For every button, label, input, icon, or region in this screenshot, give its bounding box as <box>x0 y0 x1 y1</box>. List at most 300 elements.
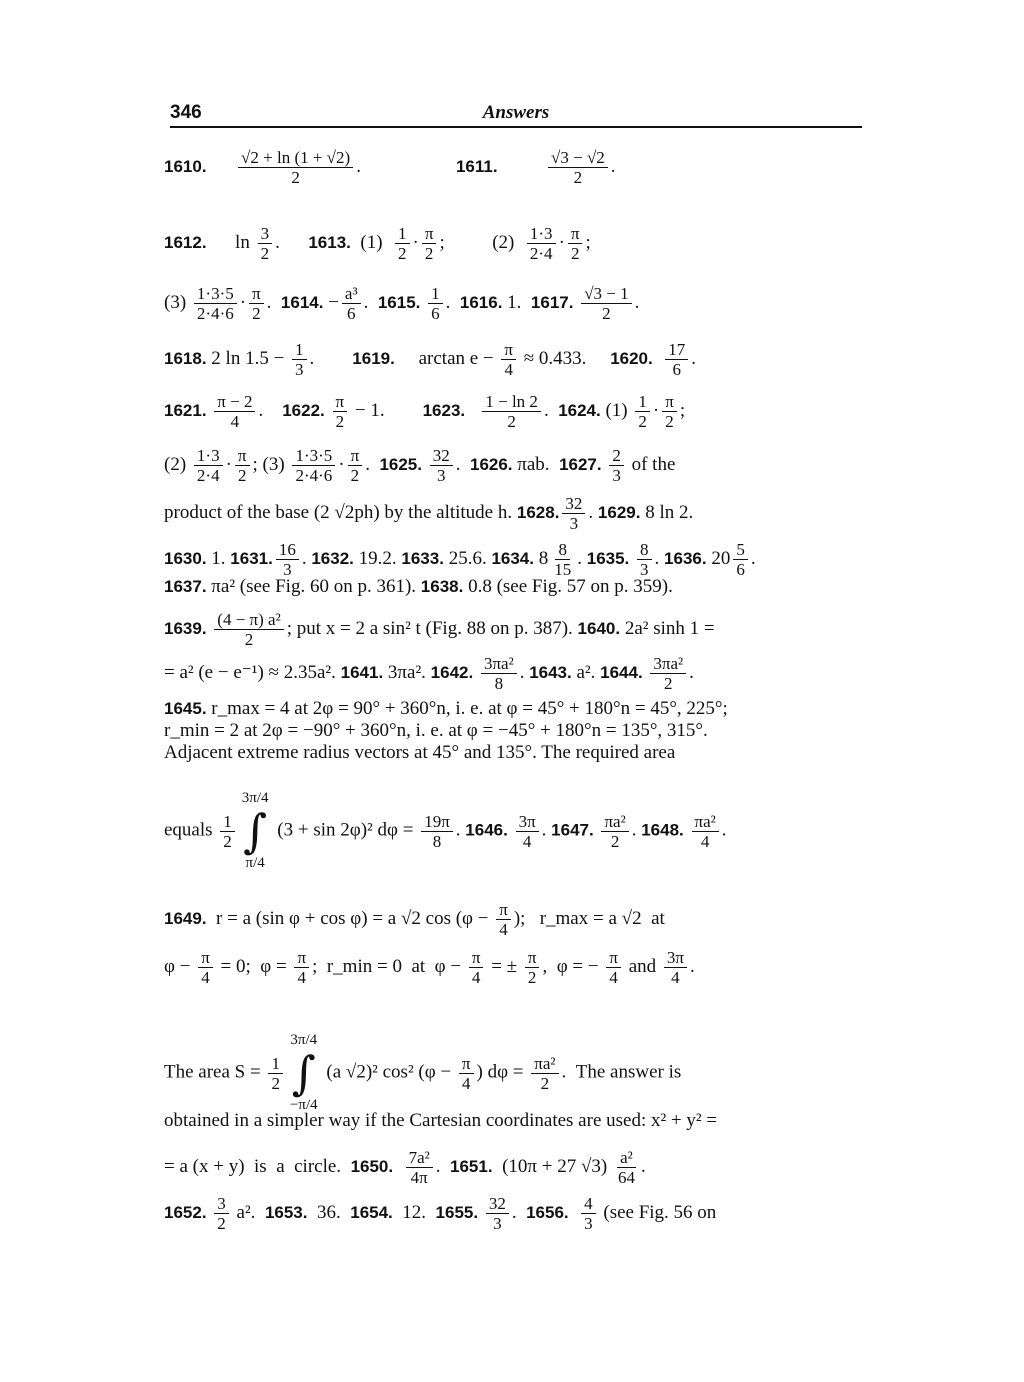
fraction <box>692 812 719 851</box>
numerator: π <box>606 948 621 968</box>
numerator: (4 − π) a² <box>214 610 283 630</box>
denominator: 6 <box>736 560 745 579</box>
numerator: π <box>333 392 348 412</box>
problem-number: 1627. <box>559 454 602 474</box>
problem-number: 1646. <box>465 820 508 840</box>
fraction <box>665 340 688 379</box>
numerator: 3π <box>664 948 687 968</box>
answer-text: = a² (e − e⁻¹) ≈ 2.35a². <box>164 661 341 683</box>
problem-number: 1613. <box>308 232 351 252</box>
problem-number: 1653. <box>264 1202 308 1222</box>
denominator: 2 <box>217 1214 226 1233</box>
answer-text: ; (3) <box>252 453 290 475</box>
answer-text: 8 <box>533 547 549 569</box>
numerator: 1 <box>268 1054 283 1074</box>
answer-text: · <box>338 453 345 475</box>
numerator: 5 <box>733 540 748 560</box>
denominator: 4 <box>700 831 710 851</box>
denominator: 2 <box>350 466 360 485</box>
answer-text: . <box>435 1155 451 1177</box>
answer-text: equals <box>164 819 218 841</box>
answer-text: = ± <box>486 955 522 977</box>
answer-text: 19.2. <box>353 547 402 569</box>
fraction <box>664 948 687 987</box>
numerator: √2 + ln (1 + √2) <box>238 148 353 168</box>
denominator: 2 <box>237 466 247 485</box>
numerator: 3π <box>516 812 539 832</box>
problem-number: 1621. <box>164 400 207 420</box>
fraction <box>406 1148 433 1187</box>
denominator: 3 <box>612 466 621 485</box>
answer-text: a². <box>571 661 601 683</box>
fraction <box>581 284 631 323</box>
integral <box>242 790 269 872</box>
fraction <box>214 1194 229 1233</box>
denominator: 6 <box>431 304 440 323</box>
numerator: π <box>459 1054 474 1074</box>
answer-text: of the <box>626 453 676 475</box>
fraction <box>238 148 353 187</box>
denominator: 2 <box>664 674 673 693</box>
numerator: 1 <box>635 392 650 412</box>
fraction <box>459 1054 474 1093</box>
problem-number: 1610. <box>164 156 207 176</box>
fraction <box>421 812 453 851</box>
problem-number: 1644. <box>600 662 643 682</box>
numerator: √3 − √2 <box>548 148 608 168</box>
answer-text: ; (2) <box>439 231 524 253</box>
answer-text: (see Fig. 56 on <box>598 1201 717 1223</box>
answer-text: . <box>689 955 695 977</box>
fraction <box>525 948 540 987</box>
answer-text: πab. <box>512 453 560 475</box>
answer-text: . <box>543 399 559 421</box>
problem-number: 1650. <box>350 1156 394 1176</box>
answer-text: The area S = <box>164 1061 266 1083</box>
denominator: 2 <box>602 304 611 323</box>
answer-text: (1) <box>600 399 633 421</box>
answer-text: , φ = − <box>542 955 604 977</box>
problem-number: 1652. <box>164 1202 207 1222</box>
answer-text: 36. <box>307 1201 351 1223</box>
denominator: 2 <box>610 831 620 851</box>
fraction <box>516 812 539 851</box>
answer-text: ; r_min = 0 at φ − <box>312 955 466 977</box>
problem-number: 1620. <box>610 348 653 368</box>
text-line <box>164 284 864 323</box>
problem-number: 1622. <box>282 400 325 420</box>
text-line <box>164 340 864 379</box>
text-line <box>164 1194 864 1233</box>
problem-number: 1643. <box>529 662 572 682</box>
answer-text <box>207 156 236 177</box>
answer-text: (a √2)² cos² (φ − <box>321 1061 456 1083</box>
answer-text: − 1. <box>350 399 423 421</box>
answer-text: ; <box>679 399 686 421</box>
answer-text: . <box>511 1201 527 1223</box>
fraction <box>548 148 608 187</box>
fraction <box>531 1054 558 1093</box>
numerator: 4 <box>581 1194 596 1214</box>
numerator: 32 <box>486 1194 509 1214</box>
problem-number: 1633. <box>401 548 444 568</box>
denominator: 2 <box>244 630 254 649</box>
denominator: 2 <box>260 244 270 263</box>
denominator: 3 <box>584 1214 593 1233</box>
fraction <box>486 1194 509 1233</box>
answer-text: . <box>455 819 466 841</box>
answer-text: 3πa². <box>383 661 431 683</box>
answer-text <box>478 1202 483 1223</box>
problem-number: 1642. <box>430 662 474 682</box>
answer-text: (10π + 27 √3) <box>492 1155 612 1177</box>
answer-text: ) dφ = <box>476 1061 529 1083</box>
denominator: 2·4 <box>529 244 553 263</box>
answer-text: · <box>412 231 419 253</box>
integral <box>290 1032 318 1114</box>
denominator: 6 <box>672 360 681 379</box>
problem-number: 1638. <box>420 577 464 596</box>
numerator: π <box>469 948 484 968</box>
upper-limit: 3π/4 <box>290 1032 318 1048</box>
problem-number: 1628. <box>516 502 560 522</box>
problem-number: 1640. <box>577 618 621 638</box>
denominator: 4 <box>461 1073 471 1093</box>
answer-text: . <box>356 155 456 177</box>
fraction <box>562 494 585 533</box>
answer-text <box>325 400 330 421</box>
answer-text: . <box>577 547 587 569</box>
answer-text: 1. <box>206 547 231 569</box>
problem-number: 1647. <box>551 820 594 840</box>
denominator: 3 <box>493 1214 502 1233</box>
numerator: a³ <box>342 284 361 304</box>
numerator: 8 <box>555 540 570 560</box>
answer-text <box>643 662 648 683</box>
numerator: π <box>348 446 363 466</box>
answer-text <box>207 618 212 639</box>
fraction <box>469 948 484 987</box>
text-line <box>164 148 864 187</box>
answer-text: . The answer is <box>561 1061 682 1083</box>
fraction <box>609 446 624 485</box>
denominator: 2·4 <box>196 466 220 485</box>
answer-text: 0.8 (see Fig. 57 on p. 359). <box>463 576 673 597</box>
problem-number: 1641. <box>340 662 384 682</box>
fraction <box>482 392 541 431</box>
page-number: 346 <box>170 102 202 123</box>
answer-text: . <box>631 819 642 841</box>
denominator: 2 <box>638 412 647 431</box>
denominator: 4 <box>201 968 210 987</box>
text-line <box>164 610 864 649</box>
numerator: 1 <box>395 224 410 244</box>
answer-text: (1) <box>350 231 393 253</box>
problem-number: 1635. <box>586 548 630 568</box>
fraction <box>292 340 307 379</box>
answer-text: . <box>363 291 378 313</box>
denominator: 4π <box>410 1168 428 1187</box>
text-line <box>164 224 864 263</box>
fraction <box>235 446 250 485</box>
problem-number: 1649. <box>164 908 207 928</box>
denominator: 4 <box>671 968 680 987</box>
answer-text: = 0; φ = <box>215 955 292 977</box>
answer-text <box>508 819 513 840</box>
answer-text: and <box>623 955 661 977</box>
numerator: 8 <box>637 540 652 560</box>
integral-sign: ∫ <box>243 804 268 858</box>
problem-number: 1634. <box>491 548 534 568</box>
numerator: 3πa² <box>481 654 517 674</box>
text-line <box>164 790 864 872</box>
answer-text: . <box>365 453 380 475</box>
answer-text <box>629 548 634 569</box>
answer-text: (3 + sin 2φ)² dφ = <box>272 819 419 841</box>
denominator: 2·4·6 <box>295 466 333 485</box>
denominator: 2 <box>223 831 232 851</box>
fraction <box>606 948 621 987</box>
denominator: 3 <box>283 560 292 579</box>
denominator: 2 <box>540 1073 550 1093</box>
upper-limit: 3π/4 <box>241 790 269 806</box>
numerator: 1 <box>220 812 235 832</box>
answer-text: . <box>266 291 281 313</box>
answer-text: . <box>689 661 694 683</box>
problem-number: 1639. <box>164 618 207 638</box>
answer-text: . <box>634 291 640 313</box>
answer-text: . <box>654 547 665 569</box>
denominator: 8 <box>494 674 504 693</box>
denominator: 2 <box>527 968 537 987</box>
numerator: √3 − 1 <box>581 284 631 304</box>
problem-number: 1614. <box>280 292 324 312</box>
numerator: π <box>235 446 250 466</box>
denominator: 2 <box>398 244 407 263</box>
answer-text: a². <box>231 1201 265 1223</box>
fraction <box>662 392 677 431</box>
problem-number: 1618. <box>164 348 207 368</box>
answer-text <box>684 819 689 840</box>
fraction <box>194 284 237 323</box>
answer-text <box>393 1156 403 1177</box>
denominator: 2·4·6 <box>196 304 234 323</box>
answer-text: Adjacent extreme radius vectors at 45° and 135°. The required area <box>164 742 676 763</box>
page-header <box>170 100 862 128</box>
lower-limit: π/4 <box>245 855 265 871</box>
answer-text: ; <box>585 231 591 253</box>
denominator: 2 <box>291 168 300 187</box>
numerator: 3πa² <box>650 654 686 674</box>
denominator: 3 <box>569 514 579 533</box>
numerator: 17 <box>665 340 688 360</box>
answer-text: = a (x + y) is a circle. <box>164 1155 351 1177</box>
fraction <box>268 1054 283 1093</box>
denominator: 3 <box>436 466 446 485</box>
text-line <box>164 574 864 600</box>
denominator: 4 <box>609 968 618 987</box>
fraction <box>220 812 235 851</box>
problem-number: 1619. <box>352 348 395 368</box>
fraction <box>198 948 213 987</box>
numerator: π <box>294 948 309 968</box>
numerator: 16 <box>276 540 299 560</box>
problem-number: 1623. <box>422 400 466 420</box>
numerator: 1 <box>292 340 307 360</box>
answer-text: · <box>239 291 247 313</box>
answer-text: . <box>275 231 309 253</box>
denominator: 2 <box>424 244 434 263</box>
numerator: 1 <box>428 284 443 304</box>
answer-text: r = a (sin φ + cos φ) = a √2 cos (φ − <box>206 907 494 929</box>
answer-text: ; put x = 2 a sin² t (Fig. 88 on p. 387). <box>286 617 578 639</box>
fraction <box>527 224 556 263</box>
answer-text <box>420 292 425 313</box>
problem-number: 1648. <box>641 820 684 840</box>
text-line <box>164 494 864 533</box>
fraction <box>214 610 283 649</box>
fraction <box>333 392 348 431</box>
denominator: 3 <box>295 360 304 379</box>
answer-text: . <box>455 453 470 475</box>
problem-number: 1616. <box>459 292 503 312</box>
problem-number: 1632. <box>311 548 354 568</box>
problem-number: 1656. <box>526 1202 569 1222</box>
answer-text: 2 ln 1.5 − <box>206 347 290 369</box>
answer-text <box>498 156 546 177</box>
text-line <box>164 948 864 987</box>
answer-text: product of the base (2 √2ph) by the altitude h. <box>164 501 517 523</box>
fraction <box>249 284 264 323</box>
fraction <box>635 392 650 431</box>
answer-text: 12. <box>392 1201 436 1223</box>
answer-text: . <box>309 347 353 369</box>
denominator: 8 <box>432 831 442 851</box>
answer-text <box>573 292 578 313</box>
answer-text <box>465 400 479 421</box>
denominator: 4 <box>522 831 532 851</box>
numerator: 2 <box>609 446 624 466</box>
answer-text: (3) <box>164 291 191 313</box>
answer-text: (2) <box>164 453 191 475</box>
denominator: 3 <box>640 560 649 579</box>
answer-text: πa² (see Fig. 60 on p. 361). <box>206 576 421 597</box>
problem-number: 1655. <box>435 1202 479 1222</box>
denominator: 4 <box>504 360 513 379</box>
denominator: 6 <box>347 304 356 323</box>
answer-text <box>653 348 663 369</box>
numerator: π <box>501 340 516 360</box>
text-line <box>164 740 864 766</box>
denominator: 2 <box>335 412 345 431</box>
answer-text: r_max = 4 at 2φ = 90° + 360°n, i. e. at φ = 45° + 180°n = 45°, 225°; <box>206 698 728 719</box>
answer-text: 2a² sinh 1 = <box>620 617 715 639</box>
fraction <box>428 284 443 323</box>
problem-number: 1636. <box>664 548 707 568</box>
fraction <box>650 654 686 693</box>
answer-text: obtained in a simpler way if the Cartesian coordinates are used: x² + y² = <box>164 1110 718 1131</box>
denominator: 2 <box>507 412 516 431</box>
answer-text: − <box>323 291 339 313</box>
fraction <box>422 224 437 263</box>
answer-text: 8 ln 2. <box>640 501 694 523</box>
denominator: 15 <box>554 560 572 579</box>
text-line <box>164 654 864 693</box>
answer-text <box>473 662 478 683</box>
denominator: 64 <box>617 1168 635 1187</box>
lower-limit: −π/4 <box>289 1097 318 1113</box>
fraction <box>395 224 410 263</box>
problem-number: 1617. <box>530 292 574 312</box>
answer-text: 1. <box>502 291 531 313</box>
running-title: Answers <box>482 102 550 123</box>
numerator: 1·3·5 <box>292 446 335 466</box>
answer-text <box>594 819 599 840</box>
numerator: πa² <box>531 1054 558 1074</box>
denominator: 4 <box>297 968 307 987</box>
answer-text <box>207 1202 212 1223</box>
denominator: 2 <box>252 304 261 323</box>
problem-number: 1624. <box>558 400 601 420</box>
answer-text: · <box>652 399 660 421</box>
answer-text: ); r_max = a √2 at <box>513 907 665 929</box>
numerator: 32 <box>562 494 585 514</box>
answer-text: 20 <box>706 547 731 569</box>
numerator: 7a² <box>406 1148 433 1168</box>
fraction <box>581 1194 596 1233</box>
fraction <box>194 446 223 485</box>
answer-text <box>422 454 427 475</box>
answer-text: . <box>588 501 598 523</box>
numerator: π <box>249 284 264 304</box>
fraction <box>568 224 583 263</box>
denominator: 2 <box>665 412 674 431</box>
answer-text: . <box>258 399 283 421</box>
numerator: π <box>662 392 677 412</box>
problem-number: 1625. <box>379 454 422 474</box>
numerator: 3 <box>258 224 273 244</box>
answer-text: ln <box>206 231 255 253</box>
fraction <box>430 446 453 485</box>
fraction <box>481 654 517 693</box>
fraction <box>496 900 511 939</box>
answer-text: ≈ 0.433. <box>519 347 611 369</box>
answer-text: · <box>225 453 232 475</box>
numerator: a² <box>617 1148 636 1168</box>
text-line <box>164 392 864 431</box>
fraction <box>348 446 363 485</box>
fraction <box>214 392 255 431</box>
answer-text: φ − <box>164 955 196 977</box>
numerator: π − 2 <box>214 392 255 412</box>
numerator: πa² <box>601 812 628 832</box>
text-line <box>164 1032 864 1114</box>
answer-text <box>602 454 607 475</box>
answer-text: . <box>721 819 727 841</box>
answer-text: . <box>301 547 312 569</box>
problem-number: 1651. <box>450 1156 493 1176</box>
denominator: 2 <box>573 168 583 187</box>
numerator: 1·3·5 <box>194 284 237 304</box>
problem-number: 1626. <box>469 454 513 474</box>
problem-number: 1645. <box>164 699 207 718</box>
numerator: πa² <box>692 812 719 832</box>
fraction <box>292 446 335 485</box>
problem-number: 1654. <box>350 1202 393 1222</box>
fraction <box>258 224 273 263</box>
problem-number: 1611. <box>455 156 498 176</box>
text-line <box>164 1108 864 1134</box>
